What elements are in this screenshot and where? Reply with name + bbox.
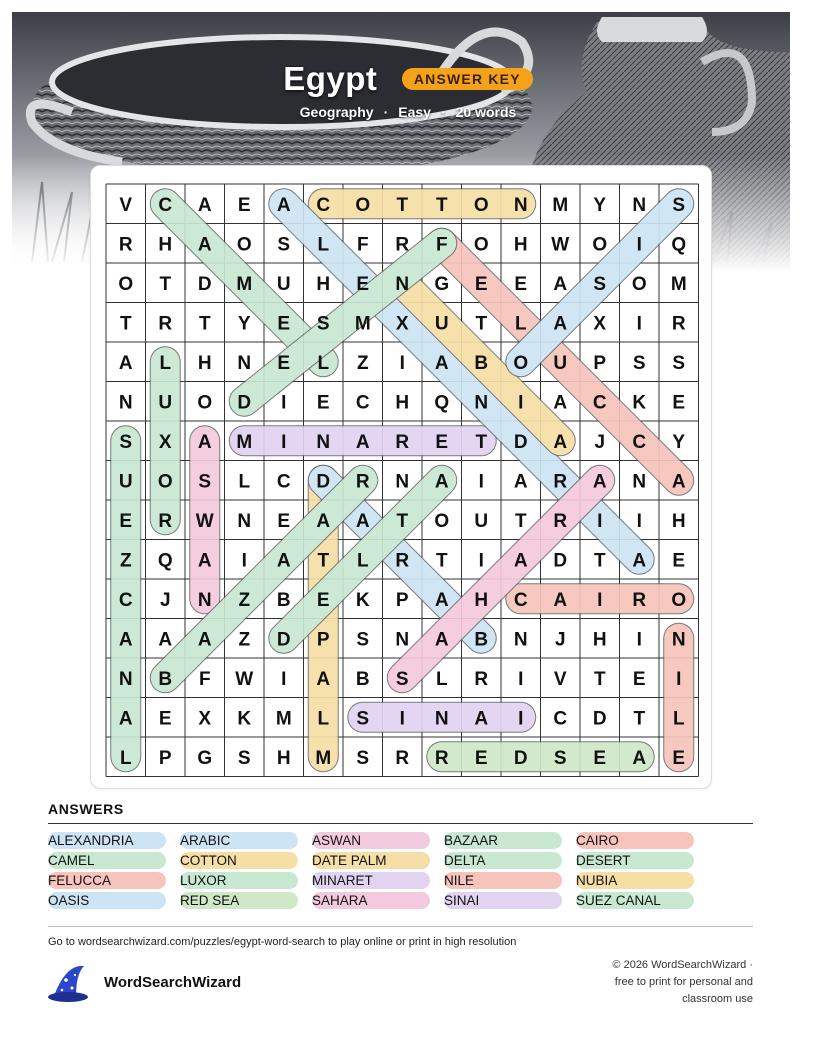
grid-letter: O bbox=[473, 234, 489, 256]
grid-letter: H bbox=[395, 392, 410, 414]
answer-word: DELTA bbox=[444, 852, 562, 869]
grid-letter: I bbox=[281, 392, 287, 414]
grid-letter: A bbox=[434, 629, 449, 651]
answer-word: FELUCCA bbox=[48, 872, 166, 889]
grid-letter: C bbox=[276, 471, 291, 493]
grid-letter: I bbox=[281, 431, 287, 453]
grid-letter: E bbox=[672, 747, 686, 769]
grid-letter: E bbox=[277, 510, 291, 532]
grid-letter: A bbox=[553, 313, 568, 335]
grid-letter: G bbox=[197, 747, 213, 769]
grid-letter: T bbox=[593, 550, 606, 572]
grid-letter: C bbox=[592, 392, 607, 414]
grid-letter: Z bbox=[119, 550, 132, 572]
grid-letter: I bbox=[399, 708, 405, 730]
grid-letter: N bbox=[395, 273, 410, 295]
grid-letter: K bbox=[237, 708, 252, 730]
divider bbox=[48, 823, 753, 824]
grid-letter: A bbox=[474, 708, 489, 730]
grid-letter: R bbox=[395, 234, 410, 256]
answer-word: ASWAN bbox=[312, 832, 430, 849]
grid-letter: E bbox=[277, 313, 291, 335]
grid-letter: B bbox=[276, 589, 291, 611]
grid-letter: A bbox=[592, 471, 607, 493]
grid-letter: S bbox=[632, 352, 646, 374]
grid-letter: C bbox=[355, 392, 370, 414]
grid-letter: X bbox=[395, 313, 409, 335]
grid-letter: T bbox=[396, 194, 409, 216]
grid-letter: T bbox=[435, 194, 448, 216]
grid-letter: A bbox=[355, 510, 370, 532]
grid-letter: A bbox=[434, 589, 449, 611]
answer-word: ALEXANDRIA bbox=[48, 832, 166, 849]
grid-letter: H bbox=[276, 747, 291, 769]
grid-letter: T bbox=[435, 550, 448, 572]
grid-letter: C bbox=[513, 589, 528, 611]
grid-letter: S bbox=[237, 747, 251, 769]
grid-letter: M bbox=[236, 273, 253, 295]
puzzle-card bbox=[90, 165, 712, 789]
grid-letter: I bbox=[636, 510, 642, 532]
grid-letter: L bbox=[317, 708, 330, 730]
grid-letter: I bbox=[518, 668, 524, 690]
grid-letter: J bbox=[159, 589, 171, 611]
grid-letter: A bbox=[276, 194, 291, 216]
grid-letter: N bbox=[632, 471, 647, 493]
grid-letter: R bbox=[553, 510, 568, 532]
grid-letter: C bbox=[316, 194, 331, 216]
grid-letter: U bbox=[276, 273, 291, 295]
grid-letter: B bbox=[474, 629, 489, 651]
grid-letter: Z bbox=[356, 352, 369, 374]
grid-letter: A bbox=[197, 550, 212, 572]
answer-word: NUBIA bbox=[576, 872, 694, 889]
copyright-notice bbox=[553, 957, 753, 1008]
grid-letter: U bbox=[474, 510, 489, 532]
grid-letter: R bbox=[395, 431, 410, 453]
grid-letter: J bbox=[594, 431, 606, 453]
answer-word: OASIS bbox=[48, 892, 166, 909]
grid-letter: R bbox=[632, 589, 647, 611]
grid-letter: I bbox=[518, 708, 524, 730]
answer-word: SUEZ CANAL bbox=[576, 892, 694, 909]
grid-letter: F bbox=[435, 234, 448, 256]
divider bbox=[48, 926, 753, 927]
grid-letter: S bbox=[672, 194, 686, 216]
grid-letter: N bbox=[632, 194, 647, 216]
grid-letter: E bbox=[316, 589, 330, 611]
grid-letter: C bbox=[158, 194, 173, 216]
grid-letter: A bbox=[553, 392, 568, 414]
grid-letter: T bbox=[317, 550, 330, 572]
grid-letter: B bbox=[474, 352, 489, 374]
grid-letter: A bbox=[434, 352, 449, 374]
grid-letter: L bbox=[514, 313, 527, 335]
grid-letter: V bbox=[119, 194, 133, 216]
grid-letter: N bbox=[671, 629, 686, 651]
grid-letter: Z bbox=[238, 629, 251, 651]
grid-letter: A bbox=[118, 629, 133, 651]
grid-letter: F bbox=[198, 668, 211, 690]
answer-word: ARABIC bbox=[180, 832, 298, 849]
grid-letter: E bbox=[474, 747, 488, 769]
grid-letter: N bbox=[395, 629, 410, 651]
grid-letter: M bbox=[275, 708, 292, 730]
grid-letter: N bbox=[513, 194, 528, 216]
grid-letter: L bbox=[435, 668, 448, 690]
grid-letter: S bbox=[198, 471, 212, 493]
word-count-label: 20 words bbox=[455, 104, 517, 120]
grid-letter: A bbox=[553, 589, 568, 611]
grid-letter: P bbox=[593, 352, 607, 374]
grid-letter: T bbox=[593, 668, 606, 690]
grid-letter: C bbox=[118, 589, 133, 611]
grid-letter: D bbox=[513, 431, 528, 453]
grid-letter: M bbox=[354, 313, 371, 335]
grid-letter: S bbox=[672, 352, 686, 374]
grid-letter: R bbox=[355, 471, 370, 493]
answer-word: LUXOR bbox=[180, 872, 298, 889]
letters bbox=[118, 195, 686, 769]
answer-word: NILE bbox=[444, 872, 562, 889]
answer-word: DATE PALM bbox=[312, 852, 430, 869]
grid-letter: H bbox=[158, 234, 173, 256]
grid-letter: C bbox=[632, 431, 647, 453]
grid-letter: J bbox=[554, 629, 566, 651]
grid-letter: W bbox=[551, 234, 570, 256]
grid-letter: I bbox=[478, 471, 484, 493]
grid-letter: O bbox=[631, 273, 647, 295]
answer-word: CAMEL bbox=[48, 852, 166, 869]
grid-letter: O bbox=[236, 234, 252, 256]
grid-letter: E bbox=[632, 668, 646, 690]
grid-letter: N bbox=[395, 471, 410, 493]
grid-letter: R bbox=[671, 313, 686, 335]
grid-letter: I bbox=[676, 668, 682, 690]
grid-letter: O bbox=[434, 510, 450, 532]
grid-letter: R bbox=[118, 234, 133, 256]
answer-word: SINAI bbox=[444, 892, 562, 909]
grid-letter: D bbox=[237, 392, 252, 414]
grid-letter: S bbox=[593, 273, 607, 295]
grid-letter: T bbox=[514, 510, 527, 532]
grid-letter: O bbox=[197, 392, 213, 414]
grid-letter: I bbox=[241, 550, 247, 572]
grid-letter: E bbox=[356, 273, 370, 295]
category-label: Geography bbox=[299, 104, 374, 120]
grid-letter: H bbox=[316, 273, 331, 295]
grid-letter: L bbox=[159, 352, 172, 374]
grid-letter: S bbox=[316, 313, 330, 335]
grid-letter: A bbox=[553, 431, 568, 453]
grid-letter: E bbox=[672, 550, 686, 572]
grid-letter: M bbox=[552, 194, 569, 216]
grid-letter: P bbox=[158, 747, 172, 769]
grid-letter: E bbox=[237, 194, 251, 216]
answers-heading: ANSWERS bbox=[48, 801, 124, 817]
grid-letter: Y bbox=[672, 431, 686, 453]
grid-letter: O bbox=[592, 234, 608, 256]
puzzle-meta bbox=[0, 104, 816, 120]
grid-letter: A bbox=[632, 747, 647, 769]
grid-letter: N bbox=[434, 708, 449, 730]
grid-letter: W bbox=[235, 668, 254, 690]
answer-key-badge: ANSWER KEY bbox=[402, 68, 533, 90]
grid-letter: S bbox=[553, 747, 567, 769]
grid-letter: X bbox=[158, 431, 172, 453]
grid-letter: B bbox=[158, 668, 173, 690]
grid-letter: N bbox=[197, 589, 212, 611]
grid-letter: F bbox=[356, 234, 369, 256]
grid-letter: S bbox=[119, 431, 133, 453]
footer-link[interactable]: Go to wordsearchwizard.com/puzzles/egypt-word-search to play online or print in high resolution bbox=[48, 936, 517, 948]
grid-letter: A bbox=[355, 431, 370, 453]
grid-letter: Q bbox=[157, 550, 173, 572]
grid-letter: E bbox=[158, 708, 172, 730]
grid-letter: H bbox=[474, 589, 489, 611]
grid-letter: A bbox=[513, 550, 528, 572]
grid-letter: A bbox=[671, 471, 686, 493]
grid-letter: O bbox=[157, 471, 173, 493]
grid-letter: O bbox=[355, 194, 371, 216]
grid-letter: A bbox=[316, 668, 331, 690]
grid-letter: L bbox=[238, 471, 251, 493]
grid-letter: E bbox=[672, 392, 686, 414]
grid-letter: Y bbox=[237, 313, 251, 335]
grid-letter: E bbox=[593, 747, 607, 769]
grid-letter: Q bbox=[671, 234, 687, 256]
grid-letter: I bbox=[636, 234, 642, 256]
grid-letter: N bbox=[513, 629, 528, 651]
grid-letter: E bbox=[119, 510, 133, 532]
copyright-line: free to print for personal and bbox=[614, 976, 753, 988]
grid-letter: S bbox=[356, 747, 370, 769]
copyright-line: © 2026 WordSearchWizard · bbox=[612, 959, 753, 971]
grid-letter: M bbox=[315, 747, 332, 769]
grid-letter: A bbox=[276, 550, 291, 572]
grid-letter: I bbox=[636, 629, 642, 651]
title-row bbox=[0, 60, 816, 98]
grid-letter: A bbox=[632, 550, 647, 572]
grid-letter: S bbox=[395, 668, 409, 690]
grid-letter: D bbox=[513, 747, 528, 769]
grid-letter: N bbox=[316, 431, 331, 453]
grid-letter: A bbox=[434, 471, 449, 493]
grid-letter: A bbox=[513, 471, 528, 493]
grid-letter: R bbox=[395, 747, 410, 769]
wizard-hat-icon bbox=[46, 962, 92, 1004]
difficulty-label: Easy bbox=[398, 104, 431, 120]
grid-letter: E bbox=[316, 392, 330, 414]
grid-letter: L bbox=[672, 708, 685, 730]
grid-letter: L bbox=[119, 747, 132, 769]
grid-letter: K bbox=[355, 589, 370, 611]
grid-letter: A bbox=[316, 510, 331, 532]
grid-letter: I bbox=[597, 510, 603, 532]
grid-letter: H bbox=[197, 352, 212, 374]
separator-dot: · bbox=[440, 104, 446, 120]
grid-letter: U bbox=[158, 392, 173, 414]
grid-letter: T bbox=[633, 708, 646, 730]
grid-letter: A bbox=[553, 273, 568, 295]
grid-letter: I bbox=[636, 313, 642, 335]
grid-letter: O bbox=[513, 352, 529, 374]
grid-letter: U bbox=[553, 352, 568, 374]
grid-letter: T bbox=[119, 313, 132, 335]
grid-letter: T bbox=[475, 431, 488, 453]
grid-letter: R bbox=[553, 471, 568, 493]
grid-letter: L bbox=[317, 352, 330, 374]
grid-letter: E bbox=[514, 273, 528, 295]
grid-letter: N bbox=[474, 392, 489, 414]
grid-letter: P bbox=[395, 589, 409, 611]
grid-letter: R bbox=[434, 747, 449, 769]
grid-letter: M bbox=[236, 431, 253, 453]
grid-letter: C bbox=[553, 708, 568, 730]
grid-letter: N bbox=[118, 392, 133, 414]
grid-letter: T bbox=[475, 313, 488, 335]
grid-letter: W bbox=[195, 510, 214, 532]
copyright-line: classroom use bbox=[682, 993, 753, 1005]
grid-letter: R bbox=[474, 668, 489, 690]
grid-letter: R bbox=[395, 550, 410, 572]
brand-name[interactable]: WordSearchWizard bbox=[104, 974, 242, 991]
grid-letter: X bbox=[198, 708, 212, 730]
grid-letter: D bbox=[553, 550, 568, 572]
grid-letter: A bbox=[197, 629, 212, 651]
grid-letter: H bbox=[592, 629, 607, 651]
grid-letter: H bbox=[513, 234, 528, 256]
grid-letter: U bbox=[434, 313, 449, 335]
grid-letter: Z bbox=[238, 589, 251, 611]
grid-letter: N bbox=[237, 352, 252, 374]
grid-letter: M bbox=[670, 273, 687, 295]
answer-word: RED SEA bbox=[180, 892, 298, 909]
puzzle-title: Egypt bbox=[283, 60, 378, 97]
grid-letter: I bbox=[399, 352, 405, 374]
grid-letter: P bbox=[316, 629, 330, 651]
grid-letter: X bbox=[593, 313, 607, 335]
grid-letter: A bbox=[197, 234, 212, 256]
grid-letter: Y bbox=[593, 194, 607, 216]
grid-letter: U bbox=[118, 471, 133, 493]
grid-letter: I bbox=[518, 392, 524, 414]
grid-letter: G bbox=[434, 273, 450, 295]
answer-word: SAHARA bbox=[312, 892, 430, 909]
grid-letter: V bbox=[553, 668, 567, 690]
grid-letter: L bbox=[356, 550, 369, 572]
grid-letter: N bbox=[237, 510, 252, 532]
grid-letter: R bbox=[158, 313, 173, 335]
grid-letter: O bbox=[473, 194, 489, 216]
grid-letter: B bbox=[355, 668, 370, 690]
grid-letter: A bbox=[118, 708, 133, 730]
answer-word: DESERT bbox=[576, 852, 694, 869]
answer-word: BAZAAR bbox=[444, 832, 562, 849]
grid-letter: E bbox=[435, 431, 449, 453]
grid-letter: A bbox=[197, 194, 212, 216]
separator-dot: · bbox=[383, 104, 389, 120]
grid-letter: D bbox=[592, 708, 607, 730]
answer-word: COTTON bbox=[180, 852, 298, 869]
grid-letter: T bbox=[198, 313, 211, 335]
grid-letter: Q bbox=[434, 392, 450, 414]
grid-letter: S bbox=[356, 708, 370, 730]
answer-word: MINARET bbox=[312, 872, 430, 889]
grid-letter: N bbox=[118, 668, 133, 690]
grid-letter: I bbox=[281, 668, 287, 690]
grid-letter: D bbox=[316, 471, 331, 493]
grid-letter: I bbox=[597, 589, 603, 611]
grid-letter: A bbox=[197, 431, 212, 453]
grid-letter: E bbox=[277, 352, 291, 374]
grid-letter: A bbox=[158, 629, 173, 651]
grid-letter: O bbox=[671, 589, 687, 611]
grid-letter: O bbox=[118, 273, 134, 295]
grid-letter: I bbox=[478, 550, 484, 572]
grid-letter: K bbox=[632, 392, 647, 414]
grid-letter: D bbox=[197, 273, 212, 295]
word-search-grid bbox=[91, 166, 711, 788]
grid-letter: T bbox=[159, 273, 172, 295]
grid-letter: T bbox=[396, 510, 409, 532]
grid-letter: L bbox=[317, 234, 330, 256]
grid-letter: H bbox=[671, 510, 686, 532]
grid-letter: D bbox=[276, 629, 291, 651]
grid-letter: S bbox=[277, 234, 291, 256]
grid-letter: E bbox=[474, 273, 488, 295]
grid-letter: A bbox=[118, 352, 133, 374]
grid-letter: R bbox=[158, 510, 173, 532]
grid-letter: S bbox=[356, 629, 370, 651]
answer-word: CAIRO bbox=[576, 832, 694, 849]
